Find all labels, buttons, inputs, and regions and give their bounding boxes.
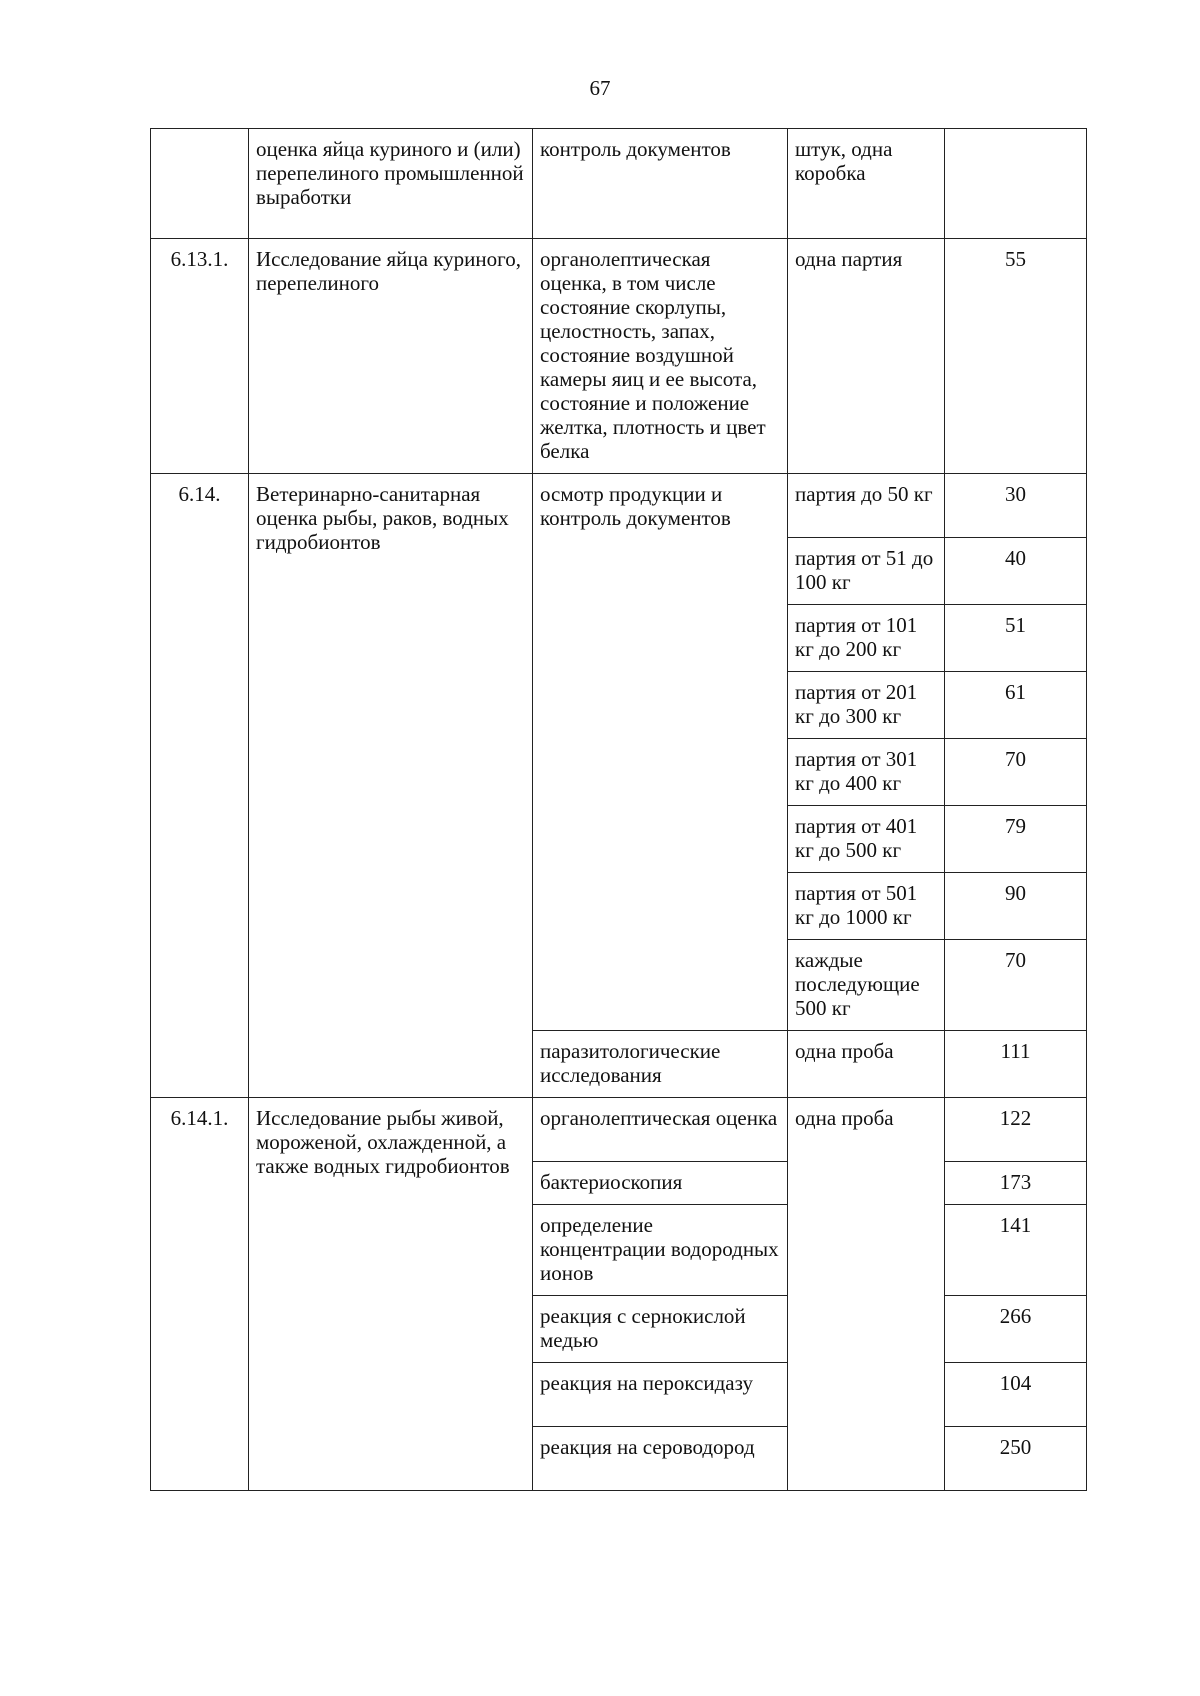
unit-cell: одна проба bbox=[788, 1098, 945, 1491]
price-cell: 104 bbox=[945, 1363, 1087, 1427]
price-cell: 122 bbox=[945, 1098, 1087, 1162]
method-cell: бактериоскопия bbox=[533, 1162, 788, 1205]
table-row bbox=[151, 129, 1087, 239]
unit-cell: партия до 50 кг bbox=[788, 474, 945, 538]
unit-cell: партия от 501 кг до 1000 кг bbox=[788, 873, 945, 940]
unit-cell: каждые последующие 500 кг bbox=[788, 940, 945, 1031]
price-cell: 250 bbox=[945, 1427, 1087, 1491]
service-name: оценка яйца куриного и (или) перепелиного промышленной выработки bbox=[249, 129, 533, 239]
unit-cell: партия от 51 до 100 кг bbox=[788, 538, 945, 605]
price-cell: 79 bbox=[945, 806, 1087, 873]
method-cell: паразитологические исследования bbox=[533, 1031, 788, 1098]
unit-cell: партия от 101 кг до 200 кг bbox=[788, 605, 945, 672]
method-cell: реакция с сернокислой медью bbox=[533, 1296, 788, 1363]
table-row bbox=[151, 239, 1087, 474]
unit-cell: партия от 201 кг до 300 кг bbox=[788, 672, 945, 739]
method-cell: органолептическая оценка, в том числе состояние скорлупы, целостность, запах, состояние воздушной камеры яиц и ее высота, состояние и положение желтка, плотность и цвет белка bbox=[533, 239, 788, 474]
page-number: 67 bbox=[589, 76, 611, 100]
service-name: Исследование рыбы живой, мороженой, охлажденной, а также водных гидробионтов bbox=[249, 1098, 533, 1491]
price-table bbox=[150, 128, 1087, 1491]
row-number: 6.13.1. bbox=[151, 239, 249, 474]
price-cell: 90 bbox=[945, 873, 1087, 940]
unit-cell: одна проба bbox=[788, 1031, 945, 1098]
row-number: 6.14. bbox=[151, 474, 249, 1098]
price-cell bbox=[945, 129, 1087, 239]
method-cell: органолептическая оценка bbox=[533, 1098, 788, 1162]
method-cell: контроль документов bbox=[533, 129, 788, 239]
service-name: Исследование яйца куриного, перепелиного bbox=[249, 239, 533, 474]
unit-cell: партия от 401 кг до 500 кг bbox=[788, 806, 945, 873]
price-cell: 141 bbox=[945, 1205, 1087, 1296]
row-number: 6.14.1. bbox=[151, 1098, 249, 1491]
method-cell: определение концентрации водородных ионов bbox=[533, 1205, 788, 1296]
price-cell: 173 bbox=[945, 1162, 1087, 1205]
price-cell: 70 bbox=[945, 940, 1087, 1031]
price-cell: 30 bbox=[945, 474, 1087, 538]
price-cell: 70 bbox=[945, 739, 1087, 806]
price-cell: 40 bbox=[945, 538, 1087, 605]
table-row bbox=[151, 474, 1087, 538]
price-cell: 111 bbox=[945, 1031, 1087, 1098]
service-name: Ветеринарно-санитарная оценка рыбы, раков, водных гидробионтов bbox=[249, 474, 533, 1098]
price-cell: 55 bbox=[945, 239, 1087, 474]
price-cell: 61 bbox=[945, 672, 1087, 739]
price-cell: 51 bbox=[945, 605, 1087, 672]
table-row bbox=[151, 1098, 1087, 1162]
unit-cell: одна партия bbox=[788, 239, 945, 474]
unit-cell: штук, одна коробка bbox=[788, 129, 945, 239]
method-cell: реакция на пероксидазу bbox=[533, 1363, 788, 1427]
price-cell: 266 bbox=[945, 1296, 1087, 1363]
row-number bbox=[151, 129, 249, 239]
method-cell: осмотр продукции и контроль документов bbox=[533, 474, 788, 1031]
method-cell: реакция на сероводород bbox=[533, 1427, 788, 1491]
unit-cell: партия от 301 кг до 400 кг bbox=[788, 739, 945, 806]
